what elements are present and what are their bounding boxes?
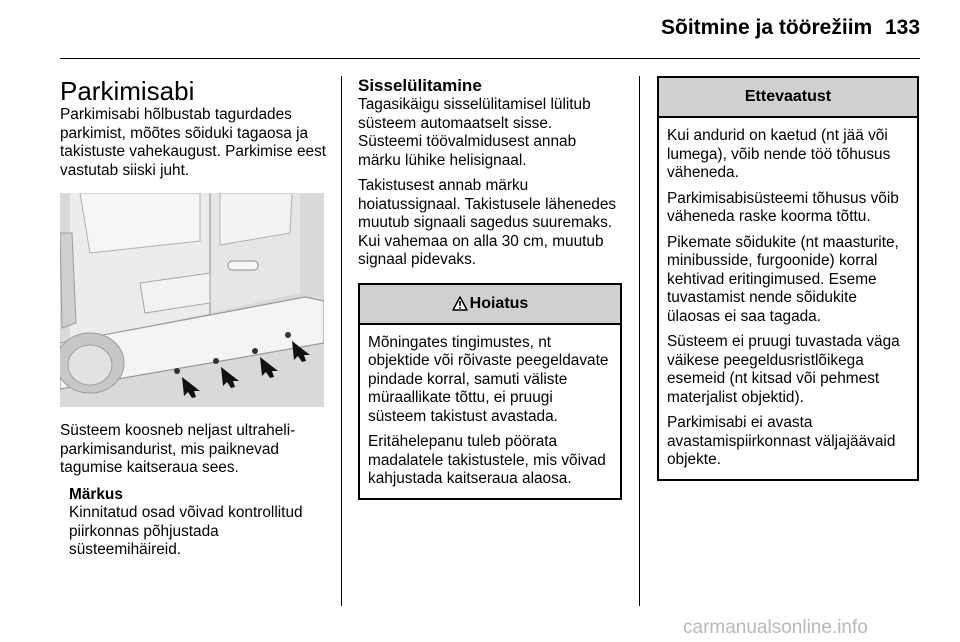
caution-para: Süsteem ei pruugi tuvastada väga väikese peegeldusristlõikega esemeid (nt kitsad või pehmest materjalist objektid).: [667, 333, 900, 406]
warning-triangle-icon: [452, 296, 468, 311]
column-divider-1: [341, 76, 342, 606]
note-text: Kinnitatud osad võivad kontrollitud piirkonnas põhjustada süsteemihäireid.: [69, 504, 303, 558]
caution-para: Parkimisabi ei avasta avastamispiirkonnast väljajäävaid objekte.: [667, 414, 896, 468]
page-number: 133: [885, 16, 921, 39]
middle-column: [358, 76, 622, 500]
section-heading-parking-assist: Parkimisabi: [60, 76, 195, 106]
activation-para-1: Tagasikäigu sisselülitamisel lülitub süsteem automaatselt sisse.: [358, 96, 591, 132]
caution-para: Pikemate sõidukite (nt maasturite, minibusside, furgoonide) korral kehtivad eritingimused. Eseme tuvastamist nende sõidukite ülaosas ei saa tagada.: [667, 233, 899, 325]
left-column: [60, 76, 328, 560]
intro-paragraph: Parkimisabi hõlbustab tagurdades parkimist, mõõtes sõiduki tagaosa ja takistuste vahekaugust. Parkimise eest vastutab siiski juht.: [60, 106, 327, 179]
warning-box-header: [360, 285, 620, 325]
caution-box: [657, 76, 919, 481]
warning-para-1: Mõningates tingimustes, nt objektide või rõivaste peegeldavate pindade korral, samuti väliste müraallikate tõttu, ei pruugi süsteem takistust avastada.: [368, 333, 609, 425]
rear-bumper-sensors-illustration: [60, 193, 324, 407]
system-description: Süsteem koosneb neljast ultraheli-parkimisandurist, mis paiknevad tagumise kaitseraua sees.: [60, 422, 296, 476]
note-title: Märkus: [69, 485, 123, 503]
caution-para: Parkimisabisüsteemi tõhusus võib väheneda raske koorma tõttu.: [667, 189, 899, 225]
header-rule: [60, 58, 920, 59]
watermark: carmanualsonline.info: [683, 617, 868, 638]
warning-box: [358, 283, 622, 500]
activation-para-2: Süsteemi töövalmidusest annab märku lühike helisignaal.: [358, 133, 577, 169]
activation-para-3: Takistusest annab märku hoiatussignaal. Takistusele lähenedes muutub signaali sagedus suuremaks. Kui vahemaa on alla 30 cm, muutub signaal pidevaks.: [358, 177, 617, 268]
column-divider-2: [639, 76, 640, 606]
right-column: [657, 76, 919, 481]
note-block: [69, 486, 328, 560]
caution-para: Kui andurid on kaetud (nt jää või lumega), võib nende töö tõhusus väheneda.: [667, 127, 891, 181]
warning-para-2: Eritähelepanu tuleb pöörata madalatele takistustele, mis võivad kahjustada kaitseraua alaosa.: [368, 433, 606, 487]
caution-body: [659, 118, 917, 479]
section-heading-activation: Sisselülitamine: [358, 76, 482, 95]
caution-box-header: [659, 78, 917, 118]
caution-title: Ettevaatust: [744, 88, 832, 105]
running-header: Sõitmine ja töörežiim: [661, 16, 873, 39]
warning-title: Hoiatus: [469, 294, 529, 312]
warning-body: [360, 325, 620, 498]
